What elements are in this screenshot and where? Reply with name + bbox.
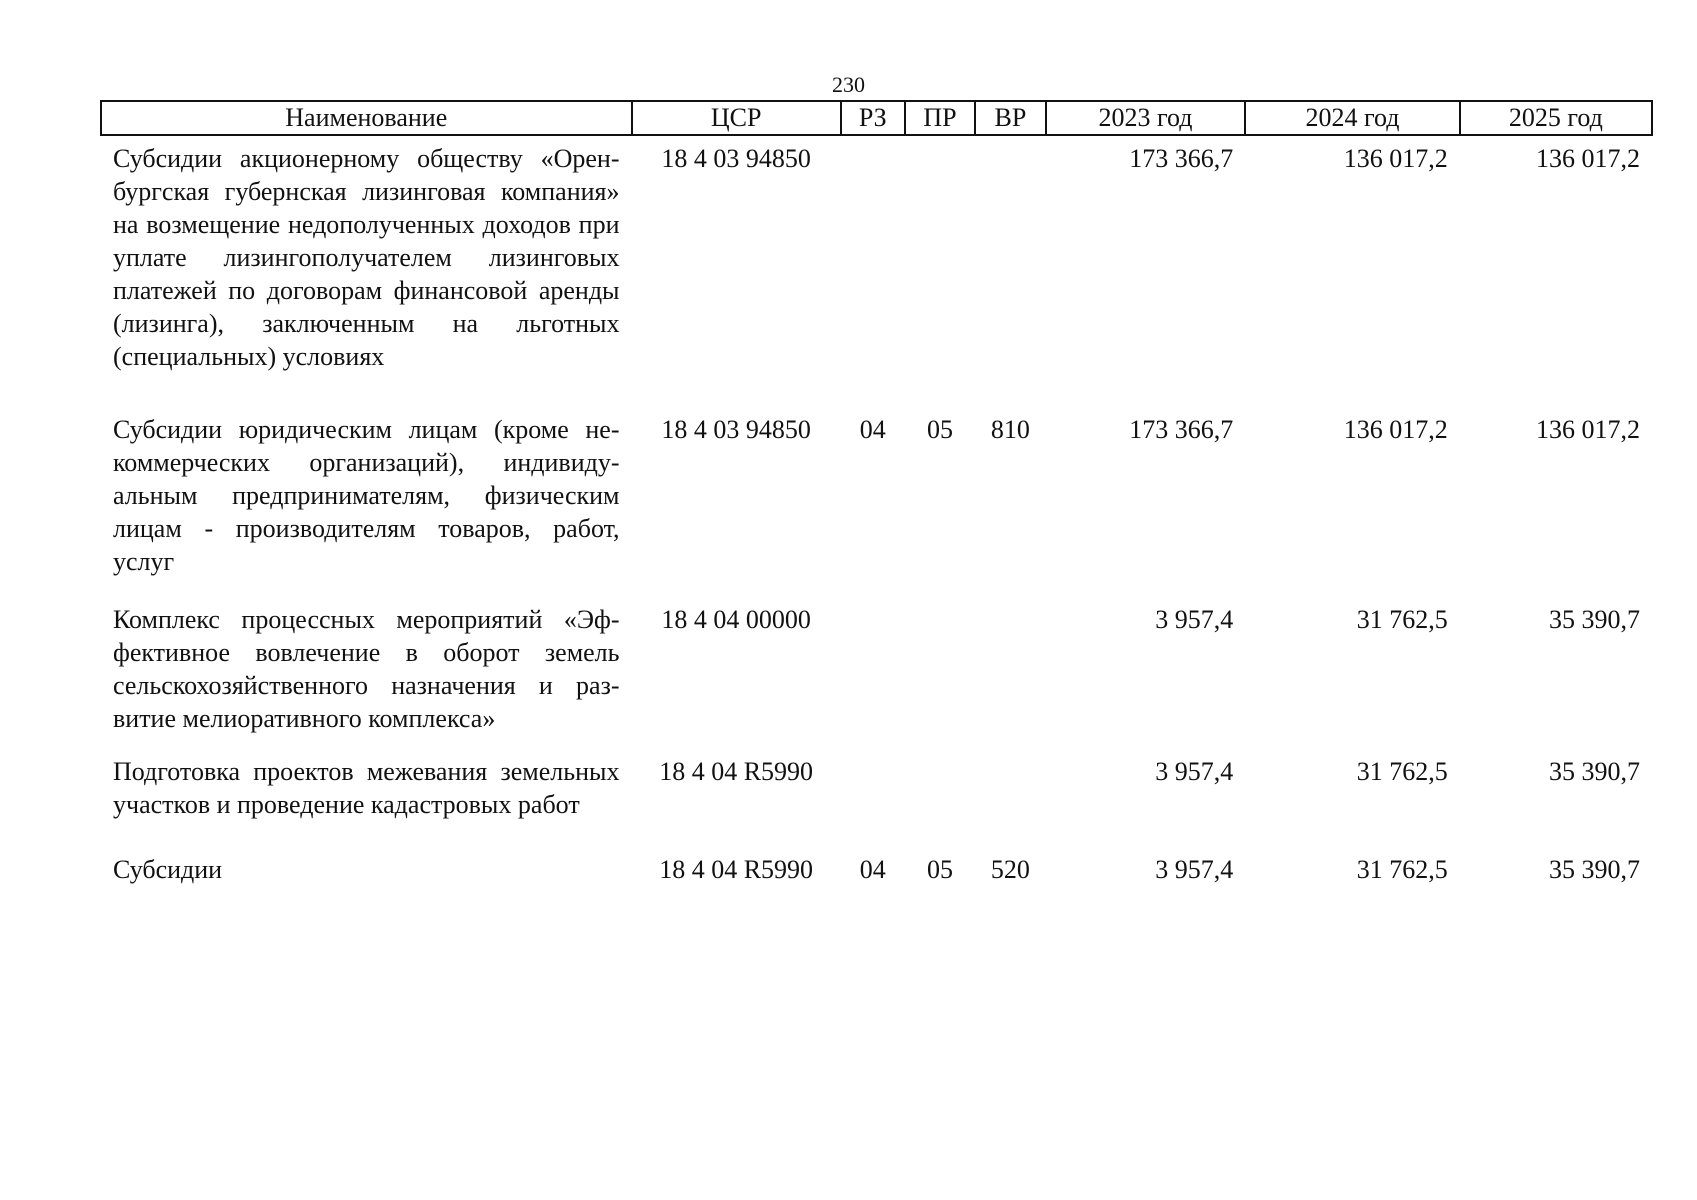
row-name: Субсидии акционерному обществу «Оренбургская губернская лизинговая компания» на возмещение недополученных доходов при уплате лизингополучателем лизинговых платежей по договорам финансовой аренды (лизинга), заключенным на льготных (специальных) условиях [113, 144, 620, 371]
column-header-name: Наименование [101, 101, 632, 135]
row-2024: 136 017,2 [1343, 144, 1448, 173]
row-vr [975, 135, 1045, 413]
row-rz [841, 755, 905, 853]
row-name: Подготовка проектов межевания земельных участков и проведение кадастровых работ [113, 757, 620, 819]
row-pr: 05 [926, 415, 953, 444]
table-row [101, 853, 1652, 886]
row-pr [905, 755, 975, 853]
table-row [101, 755, 1652, 853]
page-number: 230 [832, 72, 865, 97]
table-row [101, 135, 1652, 413]
row-rz: 04 [859, 855, 886, 884]
row-2023: 3 957,4 [1155, 757, 1234, 786]
row-2024: 31 762,5 [1356, 855, 1448, 884]
row-2024: 31 762,5 [1356, 605, 1448, 634]
row-rz [841, 135, 905, 413]
column-header-2023: 2023 год [1046, 101, 1246, 135]
row-2024: 136 017,2 [1343, 415, 1448, 444]
row-rz [841, 603, 905, 755]
row-csr: 18 4 04 00000 [661, 605, 811, 634]
column-header-2024: 2024 год [1245, 101, 1460, 135]
row-vr: 520 [990, 855, 1030, 884]
row-2023: 173 366,7 [1129, 415, 1234, 444]
row-2023: 3 957,4 [1155, 855, 1234, 884]
budget-table [100, 100, 1653, 886]
column-header-2025: 2025 год [1460, 101, 1652, 135]
row-csr: 18 4 03 94850 [661, 144, 811, 173]
row-2025: 35 390,7 [1549, 855, 1640, 884]
row-vr [975, 603, 1045, 755]
row-pr [905, 603, 975, 755]
row-name: Комплекс процессных мероприятий «Эффективное вовлечение в оборот земель сельскохозяйственного назначения и развитие мелиоративного комплекса» [113, 605, 620, 733]
row-csr: 18 4 03 94850 [661, 415, 811, 444]
row-csr: 18 4 04 R5990 [659, 855, 814, 884]
row-2025: 136 017,2 [1536, 144, 1640, 173]
table-row [101, 603, 1652, 755]
column-header-vr: ВР [975, 101, 1045, 135]
row-pr: 05 [926, 855, 953, 884]
column-header-rz: РЗ [841, 101, 905, 135]
row-2023: 3 957,4 [1155, 605, 1234, 634]
row-name: Субсидии [113, 855, 223, 884]
row-2025: 136 017,2 [1536, 415, 1640, 444]
row-rz: 04 [859, 415, 886, 444]
table-row [101, 413, 1652, 603]
row-csr: 18 4 04 R5990 [659, 757, 814, 786]
column-header-pr: ПР [905, 101, 975, 135]
row-pr [905, 135, 975, 413]
row-vr: 810 [990, 415, 1030, 444]
table-header-row [101, 101, 1652, 135]
row-2025: 35 390,7 [1549, 605, 1640, 634]
row-vr [975, 755, 1045, 853]
row-name: Субсидии юридическим лицам (кроме некоммерческих организаций), индивидуальным предпринимателям, физическим лицам - производителям товаров, работ, услуг [113, 415, 620, 576]
row-2024: 31 762,5 [1356, 757, 1448, 786]
row-2023: 173 366,7 [1129, 144, 1234, 173]
column-header-csr: ЦСР [632, 101, 841, 135]
row-2025: 35 390,7 [1549, 757, 1640, 786]
